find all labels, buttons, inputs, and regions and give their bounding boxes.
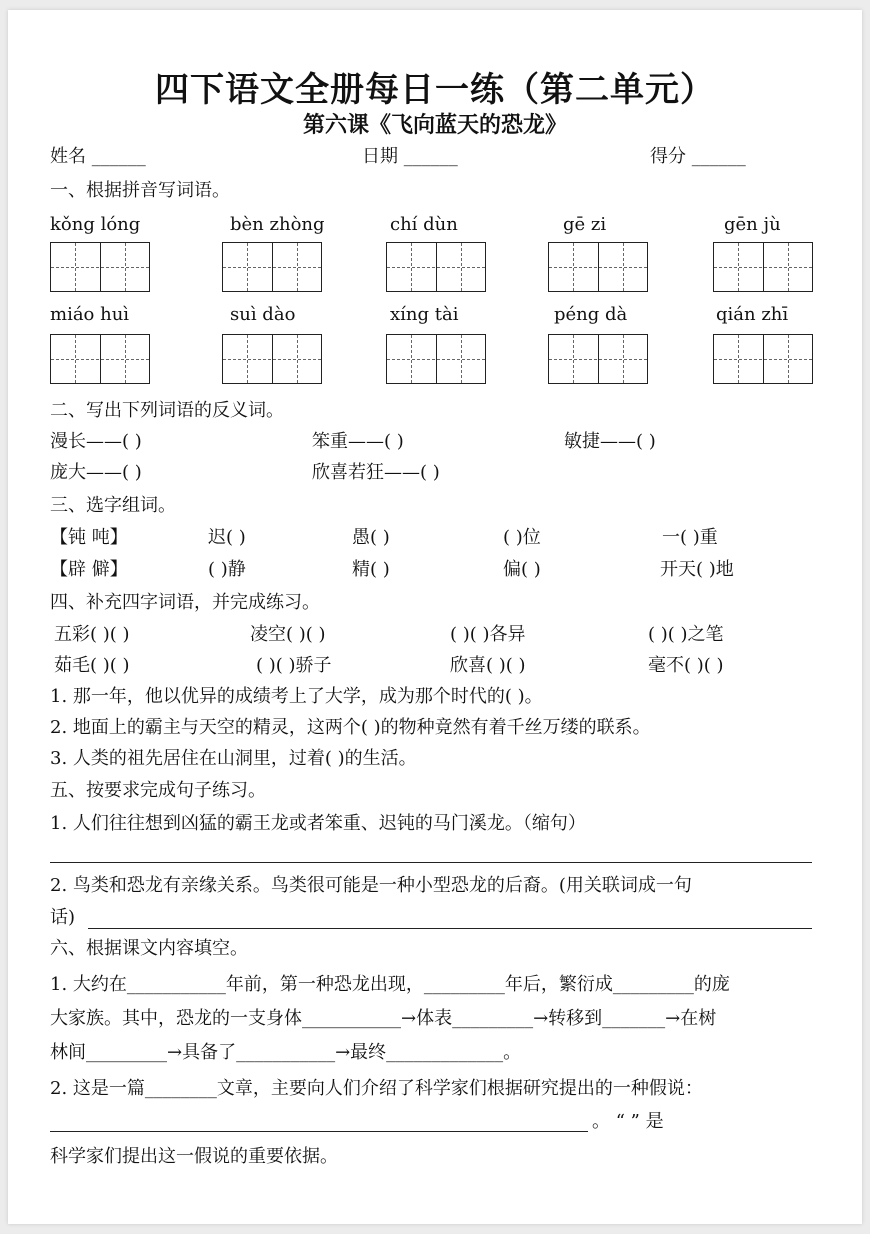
pinyin-label: bèn zhòng bbox=[230, 214, 325, 235]
lesson-subtitle: 第六课《飞向蓝天的恐龙》 bbox=[302, 112, 567, 138]
pinyin-label: suì dào bbox=[230, 304, 296, 325]
word-blank: 精( ) bbox=[352, 559, 390, 580]
antonym-item: 庞大——( ) bbox=[50, 462, 142, 483]
character-box[interactable] bbox=[222, 242, 322, 292]
word-blank: ( )位 bbox=[503, 527, 541, 548]
passage-line: 1. 大约在___________年前，第一种恐龙出现，_________年后，繁衍成_________的庞 bbox=[50, 974, 730, 995]
character-box[interactable] bbox=[386, 242, 486, 292]
pinyin-label: xíng tài bbox=[390, 304, 459, 325]
character-box[interactable] bbox=[548, 334, 648, 384]
section-6-heading: 六、根据课文内容填空。 bbox=[50, 938, 248, 959]
fill-question: 1. 那一年，他以优异的成绩考上了大学，成为那个时代的( )。 bbox=[50, 686, 543, 707]
pinyin-label: gē zi bbox=[563, 214, 607, 235]
fill-question: 3. 人类的祖先居住在山洞里，过着( )的生活。 bbox=[50, 748, 417, 769]
pinyin-label: miáo huì bbox=[50, 304, 130, 325]
idiom-blank: ( )( )骄子 bbox=[256, 655, 332, 676]
passage-line: 2. 这是一篇________文章，主要向人们介绍了科学家们根据研究提出的一种假说： bbox=[50, 1078, 703, 1099]
character-box[interactable] bbox=[50, 334, 150, 384]
section-1-heading: 一、根据拼音写词语。 bbox=[50, 180, 230, 201]
passage-line-end: 。 “ ” 是 bbox=[592, 1111, 664, 1132]
section-5-heading: 五、按要求完成句子练习。 bbox=[50, 780, 266, 801]
word-blank: 一( )重 bbox=[662, 527, 718, 548]
sentence-question-cont: 话) bbox=[50, 907, 76, 928]
pinyin-label: chí dùn bbox=[390, 214, 458, 235]
word-blank: 迟( ) bbox=[208, 527, 246, 548]
answer-line[interactable] bbox=[50, 1131, 588, 1132]
pinyin-label: kǒng lóng bbox=[50, 214, 141, 235]
idiom-blank: 五彩( )( ) bbox=[54, 624, 130, 645]
fill-question: 2. 地面上的霸主与天空的精灵，这两个( )的物种竟然有着千丝万缕的联系。 bbox=[50, 717, 651, 738]
idiom-blank: ( )( )各异 bbox=[450, 624, 526, 645]
name-field: 姓名 ______ bbox=[50, 146, 146, 167]
word-blank: 愚( ) bbox=[352, 527, 390, 548]
word-blank: 偏( ) bbox=[503, 559, 541, 580]
section-4-heading: 四、补充四字词语，并完成练习。 bbox=[50, 592, 320, 613]
antonym-item: 笨重——( ) bbox=[312, 431, 404, 452]
date-field: 日期 ______ bbox=[362, 146, 458, 167]
character-box[interactable] bbox=[713, 334, 813, 384]
character-box[interactable] bbox=[386, 334, 486, 384]
page-title: 四下语文全册每日一练（第二单元） bbox=[155, 70, 715, 110]
antonym-item: 漫长——( ) bbox=[50, 431, 142, 452]
character-box[interactable] bbox=[50, 242, 150, 292]
word-blank: 开天( )地 bbox=[660, 559, 734, 580]
section-3-heading: 三、选字组词。 bbox=[50, 495, 176, 516]
character-box[interactable] bbox=[548, 242, 648, 292]
idiom-blank: 毫不( )( ) bbox=[648, 655, 724, 676]
answer-line[interactable] bbox=[88, 928, 812, 929]
pinyin-label: qián zhī bbox=[716, 304, 789, 325]
pinyin-label: gēn jù bbox=[724, 214, 781, 235]
score-field: 得分 ______ bbox=[650, 146, 746, 167]
idiom-blank: 凌空( )( ) bbox=[250, 624, 326, 645]
idiom-blank: 茹毛( )( ) bbox=[54, 655, 130, 676]
idiom-blank: 欣喜( )( ) bbox=[450, 655, 526, 676]
passage-line: 科学家们提出这一假说的重要依据。 bbox=[50, 1146, 338, 1167]
antonym-item: 敏捷——( ) bbox=[564, 431, 656, 452]
answer-line[interactable] bbox=[50, 862, 812, 863]
sentence-question: 1. 人们往往想到凶猛的霸王龙或者笨重、迟钝的马门溪龙。（缩句） bbox=[50, 813, 586, 834]
passage-line: 大家族。其中，恐龙的一支身体___________→体表_________→转移到_______→在树 bbox=[50, 1008, 717, 1029]
sentence-question: 2. 鸟类和恐龙有亲缘关系。鸟类很可能是一种小型恐龙的后裔。(用关联词成一句 bbox=[50, 875, 692, 896]
worksheet-page bbox=[8, 10, 862, 1224]
pinyin-label: péng dà bbox=[554, 304, 628, 325]
char-pair: 【辟 僻】 bbox=[50, 559, 128, 580]
char-pair: 【钝 吨】 bbox=[50, 527, 128, 548]
character-box[interactable] bbox=[713, 242, 813, 292]
antonym-item: 欣喜若狂——( ) bbox=[312, 462, 440, 483]
section-2-heading: 二、写出下列词语的反义词。 bbox=[50, 400, 284, 421]
word-blank: ( )静 bbox=[208, 559, 246, 580]
character-box[interactable] bbox=[222, 334, 322, 384]
idiom-blank: ( )( )之笔 bbox=[648, 624, 724, 645]
passage-line: 林间_________→具备了___________→最终_____________。 bbox=[50, 1042, 522, 1063]
